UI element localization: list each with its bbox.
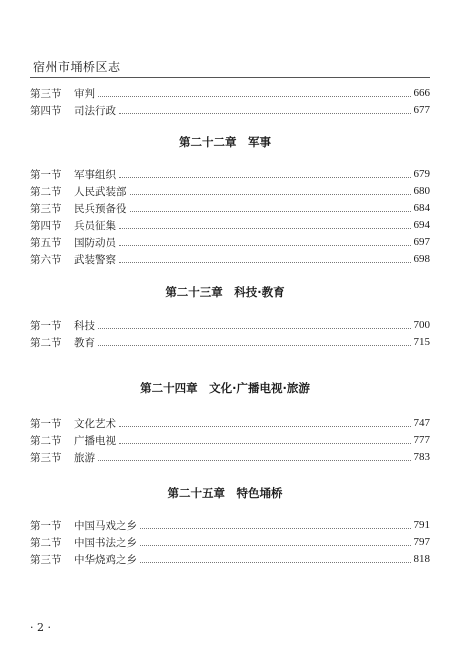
toc-section-number: 第三节 xyxy=(30,87,62,100)
toc-row[interactable] xyxy=(30,415,430,431)
toc-section-number: 第三节 xyxy=(30,451,62,464)
toc-dot-leader xyxy=(130,211,411,212)
toc-row[interactable] xyxy=(30,200,430,216)
chapter-heading: 第二十五章 特色埇桥 xyxy=(167,486,283,500)
page-number: · 2 · xyxy=(30,621,51,634)
toc-section-number: 第四节 xyxy=(30,104,62,117)
toc-section-title: 中华烧鸡之乡 xyxy=(74,553,137,566)
toc-dot-leader xyxy=(119,113,411,114)
toc-dot-leader xyxy=(140,545,411,546)
toc-dot-leader xyxy=(98,460,411,461)
toc-section-title: 军事组织 xyxy=(74,168,116,181)
toc-row[interactable] xyxy=(30,217,430,233)
toc-section-title: 人民武装部 xyxy=(74,185,127,198)
toc-dot-leader xyxy=(140,562,411,563)
toc-section-title: 科技 xyxy=(74,319,95,332)
toc-row[interactable] xyxy=(30,85,430,101)
toc-dot-leader xyxy=(130,194,411,195)
chapter-heading: 第二十三章 科技·教育 xyxy=(165,285,285,299)
toc-section-number: 第一节 xyxy=(30,319,62,332)
toc-dot-leader xyxy=(140,528,411,529)
toc-row[interactable] xyxy=(30,166,430,182)
toc-page-number: 697 xyxy=(413,236,430,248)
toc-section-title: 民兵预备役 xyxy=(74,202,127,215)
toc-section-number: 第二节 xyxy=(30,336,62,349)
toc-section-number: 第二节 xyxy=(30,434,62,447)
toc-section-title: 国防动员 xyxy=(74,236,116,249)
chapter-heading: 第二十二章 军事 xyxy=(179,135,271,149)
toc-section-number: 第一节 xyxy=(30,417,62,430)
toc-row[interactable] xyxy=(30,251,430,267)
chapter-heading: 第二十四章 文化·广播电视·旅游 xyxy=(140,381,310,395)
toc-page-number: 679 xyxy=(413,168,430,180)
toc-page-number: 698 xyxy=(413,253,430,265)
toc-section-number: 第三节 xyxy=(30,202,62,215)
toc-dot-leader xyxy=(119,177,411,178)
toc-row[interactable] xyxy=(30,234,430,250)
toc-section-number: 第四节 xyxy=(30,219,62,232)
toc-section-number: 第一节 xyxy=(30,168,62,181)
toc-page-number: 694 xyxy=(413,219,430,231)
toc-row[interactable] xyxy=(30,517,430,533)
toc-page-number: 747 xyxy=(413,417,430,429)
toc-section-number: 第六节 xyxy=(30,253,62,266)
toc-page-number: 700 xyxy=(413,319,430,331)
toc-page-number: 684 xyxy=(413,202,430,214)
toc-page-number: 680 xyxy=(413,185,430,197)
toc-row[interactable] xyxy=(30,102,430,118)
toc-page-number: 777 xyxy=(413,434,430,446)
toc-dot-leader xyxy=(119,443,411,444)
toc-row[interactable] xyxy=(30,432,430,448)
toc-section-number: 第五节 xyxy=(30,236,62,249)
toc-dot-leader xyxy=(98,328,411,329)
toc-section-number: 第一节 xyxy=(30,519,62,532)
toc-section-title: 文化艺术 xyxy=(74,417,116,430)
toc-section-title: 教育 xyxy=(74,336,95,349)
toc-row[interactable] xyxy=(30,317,430,333)
toc-row[interactable] xyxy=(30,534,430,550)
toc-section-title: 审判 xyxy=(74,87,95,100)
toc-section-title: 旅游 xyxy=(74,451,95,464)
toc-section-number: 第三节 xyxy=(30,553,62,566)
toc-page-number: 715 xyxy=(413,336,430,348)
header-rule xyxy=(30,77,430,78)
toc-page-number: 666 xyxy=(413,87,430,99)
toc-page-number: 677 xyxy=(413,104,430,116)
toc-section-title: 广播电视 xyxy=(74,434,116,447)
toc-page-number: 818 xyxy=(413,553,430,565)
toc-section-number: 第二节 xyxy=(30,185,62,198)
toc-section-title: 兵员征集 xyxy=(74,219,116,232)
toc-page-number: 783 xyxy=(413,451,430,463)
toc-dot-leader xyxy=(119,426,411,427)
toc-dot-leader xyxy=(98,96,411,97)
toc-dot-leader xyxy=(119,228,411,229)
toc-row[interactable] xyxy=(30,551,430,567)
page-header-title: 宿州市埇桥区志 xyxy=(33,60,121,74)
toc-row[interactable] xyxy=(30,183,430,199)
toc-dot-leader xyxy=(119,245,411,246)
toc-dot-leader xyxy=(98,345,411,346)
toc-section-title: 司法行政 xyxy=(74,104,116,117)
toc-row[interactable] xyxy=(30,334,430,350)
toc-page-number: 791 xyxy=(413,519,430,531)
toc-page-number: 797 xyxy=(413,536,430,548)
toc-section-title: 中国马戏之乡 xyxy=(74,519,137,532)
toc-row[interactable] xyxy=(30,449,430,465)
toc-section-title: 中国书法之乡 xyxy=(74,536,137,549)
toc-dot-leader xyxy=(119,262,411,263)
toc-section-number: 第二节 xyxy=(30,536,62,549)
toc-section-title: 武装警察 xyxy=(74,253,116,266)
